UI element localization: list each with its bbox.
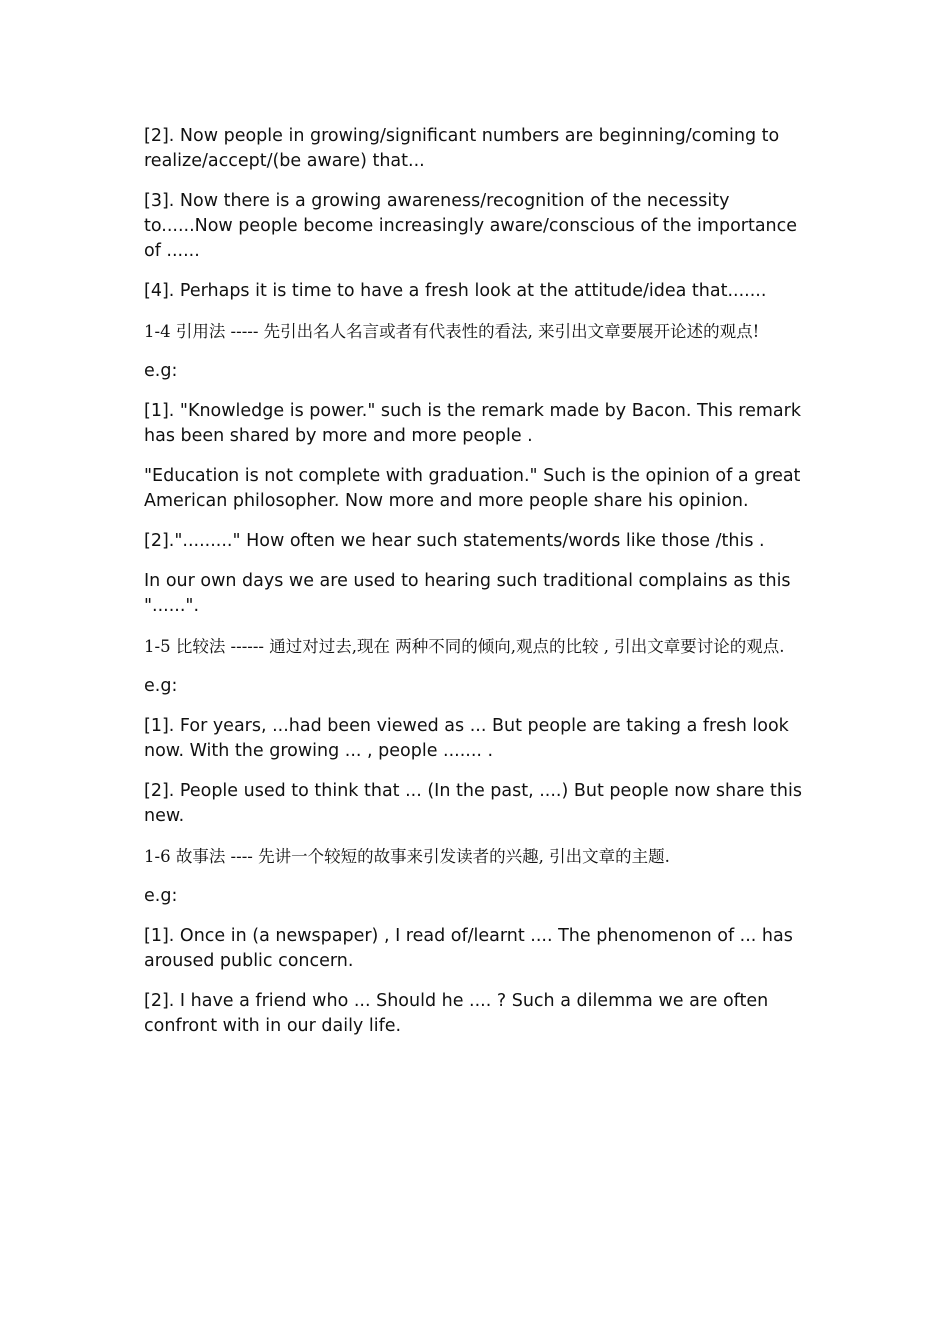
section-heading-1-5: 1-5 比较法 ------ 通过对过去,现在 两种不同的倾向,观点的比较 , 引出文章要讨论的观点. xyxy=(144,637,785,656)
section-heading-1-6: 1-6 故事法 ---- 先讲一个较短的故事来引发读者的兴趣, 引出文章的主题. xyxy=(144,847,670,866)
section-heading-1-4: 1-4 引用法 ----- 先引出名人名言或者有代表性的看法, 来引出文章要展开论述的观点! xyxy=(144,322,760,341)
paragraph-2: [3]. Now there is a growing awareness/recognition of the necessity to......Now people become increasingly aware/conscious of the importance of ...... xyxy=(144,191,798,261)
paragraph-17: [2]. I have a friend who ... Should he .... ? Such a dilemma we are often confront with in our daily life. xyxy=(144,991,769,1036)
paragraph-7: "Education is not complete with graduation." Such is the opinion of a great American philosopher. Now more and more people share his opinion. xyxy=(144,466,801,511)
document-page xyxy=(144,124,810,1054)
paragraph-16: [1]. Once in (a newspaper) , I read of/learnt .... The phenomenon of ... has aroused public concern. xyxy=(144,926,793,971)
paragraph-6: [1]. "Knowledge is power." such is the remark made by Bacon. This remark has been shared by more and more people . xyxy=(144,401,801,446)
example-label: e.g: xyxy=(144,886,178,906)
paragraph-1: [2]. Now people in growing/significant numbers are beginning/coming to realize/accept/(be aware) that... xyxy=(144,126,780,171)
paragraph-13: [2]. People used to think that ... (In the past, ....) But people now share this new. xyxy=(144,781,802,826)
paragraph-8: [2]."........." How often we hear such statements/words like those /this . xyxy=(144,531,765,551)
paragraph-9: In our own days we are used to hearing such traditional complains as this "......". xyxy=(144,571,791,616)
paragraph-12: [1]. For years, ...had been viewed as ... But people are taking a fresh look now. With the growing ... , people ....... . xyxy=(144,716,789,761)
paragraph-3: [4]. Perhaps it is time to have a fresh look at the attitude/idea that....... xyxy=(144,281,767,301)
example-label: e.g: xyxy=(144,676,178,696)
example-label: e.g: xyxy=(144,361,178,381)
